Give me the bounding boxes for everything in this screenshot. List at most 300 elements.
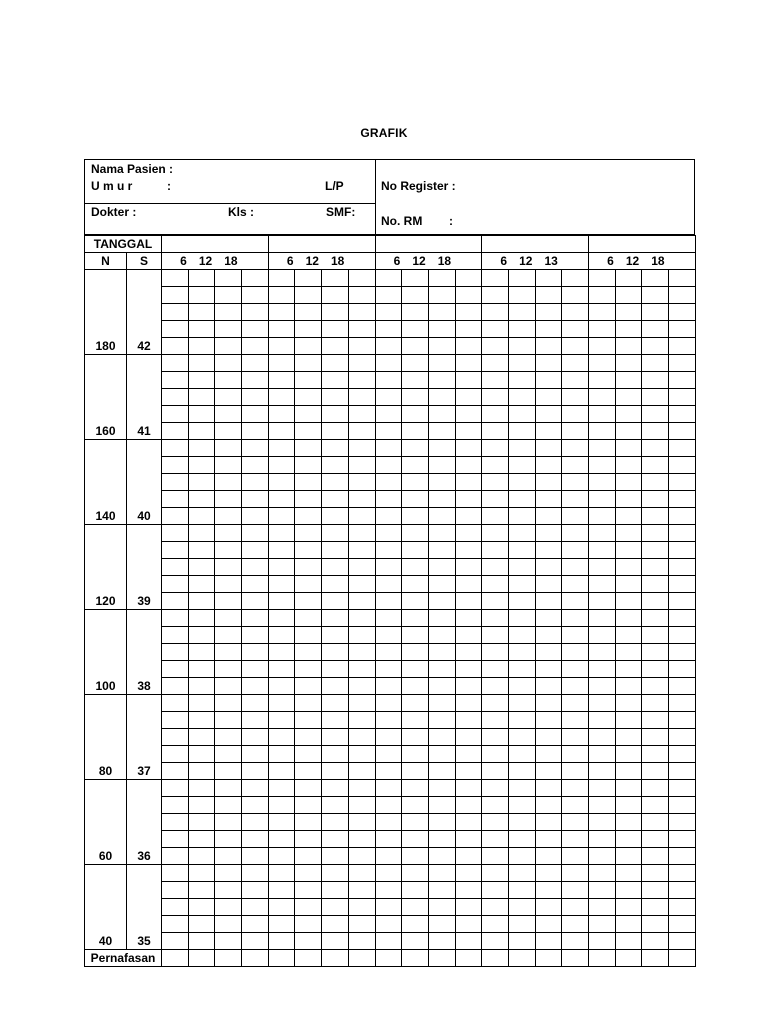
chart-cell[interactable]: [375, 899, 402, 916]
chart-cell[interactable]: [642, 746, 669, 763]
chart-cell[interactable]: [455, 355, 482, 372]
chart-cell[interactable]: [428, 916, 455, 933]
chart-cell[interactable]: [589, 270, 616, 287]
chart-cell[interactable]: [562, 797, 589, 814]
chart-cell[interactable]: [348, 763, 375, 780]
chart-cell[interactable]: [508, 763, 535, 780]
chart-cell[interactable]: [348, 338, 375, 355]
chart-cell[interactable]: [482, 882, 509, 899]
chart-cell[interactable]: [242, 712, 269, 729]
chart-cell[interactable]: [482, 593, 509, 610]
chart-cell[interactable]: [535, 610, 562, 627]
chart-cell[interactable]: [589, 542, 616, 559]
chart-cell[interactable]: [295, 389, 322, 406]
chart-cell[interactable]: [589, 916, 616, 933]
chart-cell[interactable]: [455, 508, 482, 525]
chart-cell[interactable]: [375, 559, 402, 576]
chart-cell[interactable]: [402, 576, 429, 593]
chart-cell[interactable]: [455, 712, 482, 729]
chart-cell[interactable]: [375, 814, 402, 831]
chart-cell[interactable]: [508, 746, 535, 763]
chart-cell[interactable]: [215, 440, 242, 457]
chart-cell[interactable]: [162, 848, 189, 865]
chart-cell[interactable]: [322, 406, 349, 423]
chart-cell[interactable]: [402, 797, 429, 814]
chart-cell[interactable]: [162, 746, 189, 763]
chart-cell[interactable]: [295, 831, 322, 848]
chart-cell[interactable]: [508, 287, 535, 304]
chart-cell[interactable]: [508, 593, 535, 610]
chart-cell[interactable]: [215, 457, 242, 474]
chart-cell[interactable]: [428, 644, 455, 661]
chart-cell[interactable]: [669, 304, 696, 321]
chart-cell[interactable]: [268, 542, 295, 559]
chart-cell[interactable]: [375, 763, 402, 780]
chart-cell[interactable]: [402, 831, 429, 848]
chart-cell[interactable]: [642, 508, 669, 525]
chart-cell[interactable]: [482, 304, 509, 321]
chart-cell[interactable]: [348, 508, 375, 525]
chart-cell[interactable]: [162, 644, 189, 661]
chart-cell[interactable]: [215, 593, 242, 610]
chart-cell[interactable]: [242, 814, 269, 831]
chart-cell[interactable]: [642, 763, 669, 780]
chart-cell[interactable]: [188, 559, 215, 576]
chart-cell[interactable]: [295, 440, 322, 457]
chart-cell[interactable]: [669, 933, 696, 950]
chart-cell[interactable]: [455, 440, 482, 457]
chart-cell[interactable]: [615, 457, 642, 474]
chart-cell[interactable]: [268, 372, 295, 389]
chart-cell[interactable]: [402, 338, 429, 355]
chart-cell[interactable]: [348, 610, 375, 627]
chart-cell[interactable]: [242, 372, 269, 389]
chart-cell[interactable]: [589, 882, 616, 899]
chart-cell[interactable]: [162, 797, 189, 814]
chart-cell[interactable]: [268, 576, 295, 593]
chart-cell[interactable]: [535, 321, 562, 338]
chart-cell[interactable]: [162, 865, 189, 882]
chart-cell[interactable]: [482, 338, 509, 355]
chart-cell[interactable]: [428, 627, 455, 644]
chart-cell[interactable]: [268, 899, 295, 916]
chart-cell[interactable]: [615, 627, 642, 644]
chart-cell[interactable]: [642, 525, 669, 542]
chart-cell[interactable]: [348, 474, 375, 491]
chart-cell[interactable]: [589, 848, 616, 865]
chart-cell[interactable]: [615, 491, 642, 508]
chart-cell[interactable]: [402, 916, 429, 933]
chart-cell[interactable]: [215, 831, 242, 848]
chart-cell[interactable]: [375, 916, 402, 933]
chart-cell[interactable]: [295, 729, 322, 746]
chart-cell[interactable]: [375, 678, 402, 695]
chart-cell[interactable]: [455, 525, 482, 542]
chart-cell[interactable]: [215, 508, 242, 525]
pernafasan-cell[interactable]: [642, 950, 669, 967]
chart-cell[interactable]: [642, 355, 669, 372]
chart-cell[interactable]: [375, 644, 402, 661]
chart-cell[interactable]: [268, 423, 295, 440]
chart-cell[interactable]: [455, 729, 482, 746]
chart-cell[interactable]: [589, 797, 616, 814]
chart-cell[interactable]: [268, 814, 295, 831]
chart-cell[interactable]: [615, 287, 642, 304]
chart-cell[interactable]: [242, 321, 269, 338]
chart-cell[interactable]: [562, 729, 589, 746]
chart-cell[interactable]: [242, 389, 269, 406]
chart-cell[interactable]: [615, 559, 642, 576]
chart-cell[interactable]: [589, 287, 616, 304]
chart-cell[interactable]: [375, 508, 402, 525]
chart-cell[interactable]: [482, 933, 509, 950]
chart-cell[interactable]: [162, 933, 189, 950]
date-cell[interactable]: [268, 236, 375, 253]
chart-cell[interactable]: [402, 661, 429, 678]
chart-cell[interactable]: [188, 321, 215, 338]
pernafasan-cell[interactable]: [615, 950, 642, 967]
chart-cell[interactable]: [455, 814, 482, 831]
chart-cell[interactable]: [322, 304, 349, 321]
chart-cell[interactable]: [162, 389, 189, 406]
chart-cell[interactable]: [615, 644, 642, 661]
chart-cell[interactable]: [669, 882, 696, 899]
chart-cell[interactable]: [375, 661, 402, 678]
chart-cell[interactable]: [615, 746, 642, 763]
chart-cell[interactable]: [428, 933, 455, 950]
chart-cell[interactable]: [535, 729, 562, 746]
chart-cell[interactable]: [348, 933, 375, 950]
chart-cell[interactable]: [669, 491, 696, 508]
chart-cell[interactable]: [508, 491, 535, 508]
chart-cell[interactable]: [508, 508, 535, 525]
chart-cell[interactable]: [482, 576, 509, 593]
chart-cell[interactable]: [615, 678, 642, 695]
chart-cell[interactable]: [295, 780, 322, 797]
chart-cell[interactable]: [482, 712, 509, 729]
chart-cell[interactable]: [375, 355, 402, 372]
chart-cell[interactable]: [215, 729, 242, 746]
chart-cell[interactable]: [242, 899, 269, 916]
chart-cell[interactable]: [322, 848, 349, 865]
chart-cell[interactable]: [295, 746, 322, 763]
chart-cell[interactable]: [482, 372, 509, 389]
chart-cell[interactable]: [162, 372, 189, 389]
chart-cell[interactable]: [455, 780, 482, 797]
chart-cell[interactable]: [215, 746, 242, 763]
chart-cell[interactable]: [215, 542, 242, 559]
chart-cell[interactable]: [215, 916, 242, 933]
chart-cell[interactable]: [642, 882, 669, 899]
chart-cell[interactable]: [669, 593, 696, 610]
chart-cell[interactable]: [508, 389, 535, 406]
chart-cell[interactable]: [482, 559, 509, 576]
chart-cell[interactable]: [535, 678, 562, 695]
chart-cell[interactable]: [375, 491, 402, 508]
chart-cell[interactable]: [615, 508, 642, 525]
chart-cell[interactable]: [508, 814, 535, 831]
chart-cell[interactable]: [669, 797, 696, 814]
chart-cell[interactable]: [669, 916, 696, 933]
chart-cell[interactable]: [348, 661, 375, 678]
chart-cell[interactable]: [322, 661, 349, 678]
chart-cell[interactable]: [428, 287, 455, 304]
chart-cell[interactable]: [375, 406, 402, 423]
chart-cell[interactable]: [322, 491, 349, 508]
chart-cell[interactable]: [375, 287, 402, 304]
chart-cell[interactable]: [162, 729, 189, 746]
chart-cell[interactable]: [402, 559, 429, 576]
chart-cell[interactable]: [242, 304, 269, 321]
chart-cell[interactable]: [535, 882, 562, 899]
chart-cell[interactable]: [322, 933, 349, 950]
chart-cell[interactable]: [162, 899, 189, 916]
chart-cell[interactable]: [508, 882, 535, 899]
pernafasan-cell[interactable]: [455, 950, 482, 967]
chart-cell[interactable]: [508, 406, 535, 423]
chart-cell[interactable]: [428, 831, 455, 848]
chart-cell[interactable]: [615, 933, 642, 950]
chart-cell[interactable]: [535, 746, 562, 763]
chart-cell[interactable]: [162, 423, 189, 440]
chart-cell[interactable]: [535, 661, 562, 678]
chart-cell[interactable]: [268, 848, 295, 865]
chart-cell[interactable]: [535, 576, 562, 593]
chart-cell[interactable]: [508, 780, 535, 797]
chart-cell[interactable]: [562, 661, 589, 678]
chart-cell[interactable]: [615, 389, 642, 406]
chart-cell[interactable]: [562, 763, 589, 780]
chart-cell[interactable]: [589, 780, 616, 797]
chart-cell[interactable]: [242, 661, 269, 678]
chart-cell[interactable]: [508, 338, 535, 355]
chart-cell[interactable]: [375, 372, 402, 389]
chart-cell[interactable]: [562, 321, 589, 338]
chart-cell[interactable]: [669, 389, 696, 406]
chart-cell[interactable]: [348, 423, 375, 440]
chart-cell[interactable]: [642, 627, 669, 644]
chart-cell[interactable]: [402, 610, 429, 627]
chart-cell[interactable]: [162, 661, 189, 678]
chart-cell[interactable]: [215, 372, 242, 389]
chart-cell[interactable]: [428, 542, 455, 559]
chart-cell[interactable]: [348, 457, 375, 474]
chart-cell[interactable]: [322, 746, 349, 763]
chart-cell[interactable]: [455, 933, 482, 950]
chart-cell[interactable]: [402, 474, 429, 491]
chart-cell[interactable]: [615, 729, 642, 746]
chart-cell[interactable]: [428, 406, 455, 423]
chart-cell[interactable]: [402, 712, 429, 729]
chart-cell[interactable]: [322, 695, 349, 712]
chart-cell[interactable]: [535, 899, 562, 916]
chart-cell[interactable]: [482, 287, 509, 304]
chart-cell[interactable]: [295, 933, 322, 950]
chart-cell[interactable]: [242, 848, 269, 865]
chart-cell[interactable]: [215, 270, 242, 287]
chart-cell[interactable]: [348, 797, 375, 814]
chart-cell[interactable]: [322, 814, 349, 831]
chart-cell[interactable]: [562, 865, 589, 882]
chart-cell[interactable]: [242, 729, 269, 746]
chart-cell[interactable]: [402, 491, 429, 508]
chart-cell[interactable]: [562, 457, 589, 474]
chart-cell[interactable]: [669, 865, 696, 882]
chart-cell[interactable]: [242, 763, 269, 780]
chart-cell[interactable]: [375, 304, 402, 321]
chart-cell[interactable]: [642, 661, 669, 678]
chart-cell[interactable]: [562, 848, 589, 865]
chart-cell[interactable]: [482, 831, 509, 848]
chart-cell[interactable]: [322, 865, 349, 882]
chart-cell[interactable]: [428, 763, 455, 780]
chart-cell[interactable]: [642, 780, 669, 797]
chart-cell[interactable]: [348, 899, 375, 916]
chart-cell[interactable]: [215, 644, 242, 661]
chart-cell[interactable]: [589, 763, 616, 780]
chart-cell[interactable]: [562, 746, 589, 763]
chart-cell[interactable]: [402, 508, 429, 525]
chart-cell[interactable]: [642, 559, 669, 576]
chart-cell[interactable]: [482, 440, 509, 457]
pernafasan-cell[interactable]: [508, 950, 535, 967]
chart-cell[interactable]: [589, 389, 616, 406]
chart-cell[interactable]: [669, 287, 696, 304]
chart-cell[interactable]: [268, 321, 295, 338]
pernafasan-cell[interactable]: [242, 950, 269, 967]
chart-cell[interactable]: [589, 729, 616, 746]
chart-cell[interactable]: [455, 627, 482, 644]
chart-cell[interactable]: [295, 270, 322, 287]
chart-cell[interactable]: [615, 338, 642, 355]
chart-cell[interactable]: [348, 627, 375, 644]
chart-cell[interactable]: [455, 695, 482, 712]
chart-cell[interactable]: [322, 270, 349, 287]
chart-cell[interactable]: [482, 780, 509, 797]
chart-cell[interactable]: [162, 355, 189, 372]
chart-cell[interactable]: [615, 780, 642, 797]
chart-cell[interactable]: [188, 661, 215, 678]
chart-cell[interactable]: [535, 627, 562, 644]
chart-cell[interactable]: [615, 474, 642, 491]
chart-cell[interactable]: [482, 678, 509, 695]
chart-cell[interactable]: [162, 491, 189, 508]
chart-cell[interactable]: [669, 576, 696, 593]
chart-cell[interactable]: [322, 729, 349, 746]
chart-cell[interactable]: [535, 933, 562, 950]
chart-cell[interactable]: [615, 882, 642, 899]
chart-cell[interactable]: [268, 593, 295, 610]
date-cell[interactable]: [589, 236, 696, 253]
chart-cell[interactable]: [402, 899, 429, 916]
chart-cell[interactable]: [642, 321, 669, 338]
chart-cell[interactable]: [375, 610, 402, 627]
chart-cell[interactable]: [268, 304, 295, 321]
chart-cell[interactable]: [295, 882, 322, 899]
chart-cell[interactable]: [642, 916, 669, 933]
chart-cell[interactable]: [642, 491, 669, 508]
pernafasan-cell[interactable]: [402, 950, 429, 967]
chart-cell[interactable]: [348, 678, 375, 695]
chart-cell[interactable]: [215, 304, 242, 321]
chart-cell[interactable]: [348, 389, 375, 406]
pernafasan-cell[interactable]: [162, 950, 189, 967]
chart-cell[interactable]: [402, 695, 429, 712]
chart-cell[interactable]: [162, 457, 189, 474]
chart-cell[interactable]: [348, 559, 375, 576]
chart-cell[interactable]: [402, 321, 429, 338]
chart-cell[interactable]: [322, 287, 349, 304]
chart-cell[interactable]: [428, 474, 455, 491]
chart-cell[interactable]: [402, 644, 429, 661]
chart-cell[interactable]: [455, 661, 482, 678]
chart-cell[interactable]: [348, 695, 375, 712]
chart-cell[interactable]: [242, 797, 269, 814]
chart-cell[interactable]: [669, 457, 696, 474]
chart-cell[interactable]: [428, 270, 455, 287]
chart-cell[interactable]: [669, 610, 696, 627]
chart-cell[interactable]: [402, 423, 429, 440]
chart-cell[interactable]: [615, 814, 642, 831]
chart-cell[interactable]: [242, 780, 269, 797]
chart-cell[interactable]: [455, 474, 482, 491]
chart-cell[interactable]: [188, 372, 215, 389]
chart-cell[interactable]: [322, 678, 349, 695]
chart-cell[interactable]: [188, 865, 215, 882]
chart-cell[interactable]: [562, 559, 589, 576]
chart-cell[interactable]: [162, 406, 189, 423]
chart-cell[interactable]: [669, 338, 696, 355]
chart-cell[interactable]: [615, 899, 642, 916]
chart-cell[interactable]: [455, 882, 482, 899]
chart-cell[interactable]: [455, 593, 482, 610]
chart-cell[interactable]: [268, 508, 295, 525]
chart-cell[interactable]: [322, 831, 349, 848]
chart-cell[interactable]: [455, 865, 482, 882]
chart-cell[interactable]: [669, 559, 696, 576]
chart-cell[interactable]: [482, 525, 509, 542]
chart-cell[interactable]: [242, 457, 269, 474]
chart-cell[interactable]: [589, 746, 616, 763]
chart-cell[interactable]: [215, 338, 242, 355]
chart-cell[interactable]: [669, 627, 696, 644]
chart-cell[interactable]: [162, 712, 189, 729]
pernafasan-cell[interactable]: [188, 950, 215, 967]
chart-cell[interactable]: [455, 457, 482, 474]
chart-cell[interactable]: [535, 440, 562, 457]
chart-cell[interactable]: [162, 695, 189, 712]
chart-cell[interactable]: [375, 593, 402, 610]
chart-cell[interactable]: [482, 610, 509, 627]
chart-cell[interactable]: [535, 491, 562, 508]
chart-cell[interactable]: [428, 729, 455, 746]
chart-cell[interactable]: [535, 797, 562, 814]
chart-cell[interactable]: [322, 508, 349, 525]
chart-cell[interactable]: [188, 508, 215, 525]
chart-cell[interactable]: [669, 406, 696, 423]
chart-cell[interactable]: [215, 661, 242, 678]
chart-cell[interactable]: [268, 610, 295, 627]
chart-cell[interactable]: [589, 593, 616, 610]
chart-cell[interactable]: [428, 780, 455, 797]
chart-cell[interactable]: [348, 287, 375, 304]
chart-cell[interactable]: [482, 695, 509, 712]
chart-cell[interactable]: [215, 678, 242, 695]
chart-cell[interactable]: [508, 372, 535, 389]
chart-cell[interactable]: [535, 542, 562, 559]
chart-cell[interactable]: [508, 474, 535, 491]
pernafasan-cell[interactable]: [215, 950, 242, 967]
